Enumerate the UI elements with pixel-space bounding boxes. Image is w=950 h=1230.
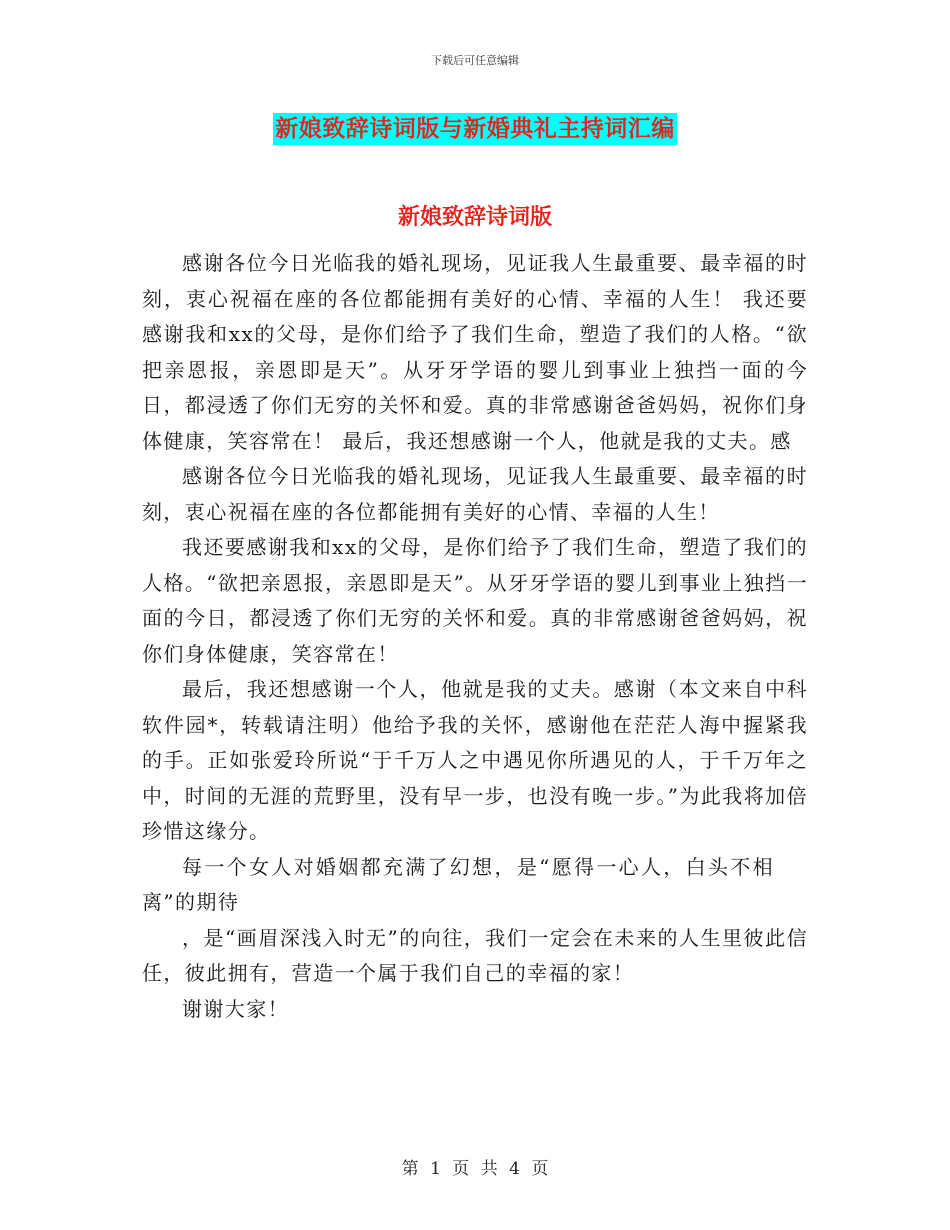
document-title: 新娘致辞诗词版与新婚典礼主持词汇编: [273, 113, 677, 145]
section-title: 新娘致辞诗词版: [397, 204, 552, 230]
paragraph-1: 感谢各位今日光临我的婚礼现场，见证我人生最重要、最幸福的时刻，衷心祝福在座的各位都能拥有美好的心情、幸福的人生！ 我还要感谢我和xx的父母，是你们给予了我们生命，塑造了我们的人格。“欲把亲恩报，亲恩即是天”。从牙牙学语的婴儿到事业上独挡一面的今日，都浸透了你们无穷的关怀和爱。真的非常感谢爸爸妈妈，祝你们身体健康，笑容常在！ 最后，我还想感谢一个人，他就是我的丈夫。感: [142, 251, 808, 453]
paragraph-3: 我还要感谢我和xx的父母，是你们给予了我们生命，塑造了我们的人格。“欲把亲恩报，亲恩即是天”。从牙牙学语的婴儿到事业上独挡一面的今日，都浸透了你们无穷的关怀和爱。真的非常感谢爸爸妈妈，祝你们身体健康，笑容常在！: [142, 535, 808, 666]
paragraph-4: 最后，我还想感谢一个人，他就是我的丈夫。感谢（本文来自中科软件园*，转载请注明）他给予我的关怀，感谢他在茫茫人海中握紧我的手。正如张爱玲所说“于千万人之中遇见你所遇见的人，于千万年之中，时间的无涯的荒野里，没有早一步，也没有晚一步。”为此我将加倍珍惜这缘分。: [142, 677, 808, 843]
page-header-note: 下载后可任意编辑: [431, 54, 519, 67]
page-footer-page-number: 第 1 页 共 4 页: [401, 1159, 549, 1179]
document-body: [142, 246, 808, 1027]
paragraph-2: 感谢各位今日光临我的婚礼现场，见证我人生最重要、最幸福的时刻，衷心祝福在座的各位都能拥有美好的心情、幸福的人生！: [142, 464, 808, 524]
paragraph-5: 每一个女人对婚姻都充满了幻想，是“愿得一心人，白头不相离”的期待: [142, 854, 774, 914]
paragraph-6: ，是“画眉深浅入时无”的向往，我们一定会在未来的人生里彼此信任，彼此拥有，营造一个属于我们自己的幸福的家！: [142, 925, 808, 985]
paragraph-7: 谢谢大家！: [182, 996, 289, 1021]
document-title-container: [0, 113, 950, 145]
